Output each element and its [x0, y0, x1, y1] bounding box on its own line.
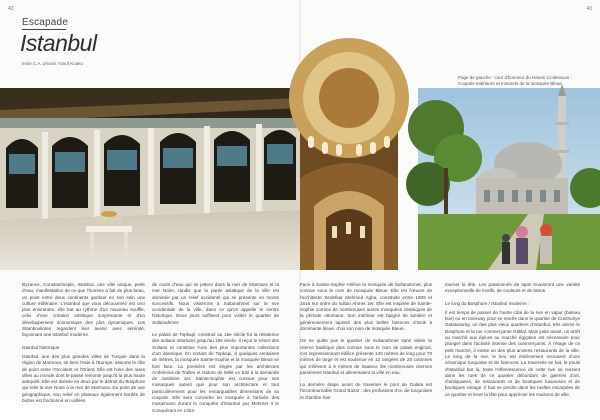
column-3-paragraph-2: On ne quitte pas le quartier de Sultanahmet sans visiter la citerne basilique plus connue sous le nom de palais englouti. Cet impressionnant édifice présente 140 mètres de long pour 70 mètres de large et est soutenue en 12 rangées de 28 colonnes qui s'élèvent à 9 mètres de hauteur. De nombreuses citernes parsèment Istanbul et alimentaient la ville en eau. — [300, 338, 432, 375]
column-2-paragraph-2: Le palais de Topkapi, construit au 15e siècle fut la résidence des sultans ottomans jusqu'au 19e siècle. Il reçut le trésor des Sultans et constitue l'une des plus importantes collections d'art islamique. En sortant de Topkapi, à quelques centaines de mètres, la mosquée Sainte-Sophie et la mosquée Bleue se font face. La première est érigée par les architectes Anthémios de Tralles et Isidore de Milet en 532 à la demande de Justinien 1er. Sainte-Sophie est connue pour ses mosaïques autant que pour son architecture et tout particulièrement pour les remarquables dimensions de sa coupole. Elle sera convertie en mosquée à l'arrivée des musulmans durant la conquête d'Istanbul par Mehmet II le Conquérant en 1453. — [152, 332, 279, 413]
dome-interior-photo — [300, 88, 398, 270]
article-credit: texte C.A. photos Yusuf Kuaku — [22, 61, 83, 66]
section-kicker: Escapade — [22, 17, 69, 28]
column-3-paragraph-1: Face à Sainte-Sophie s'élève la mosquée de Sultanahmet, plus connue sous le nom de mosquée Bleue. Elle est l'œuvre de l'architecte Sedefkar Mehmed Agha, construite entre 1609 et 1616 sur ordre du sultan Ahmet 1er. Elle est inspirée de Sainte-Sophie comme de nombreuses autres mosquées classiques de la période ottomane. Son intérieur est baigné de lumière et généreusement tapissé des plus belles faïences d'Iznik à dominante bleue, d'où son nom de mosquée Bleue. — [300, 282, 432, 332]
blue-mosque-photo — [418, 88, 600, 270]
article-column-3 — [300, 282, 432, 407]
column-4-paragraph-1: tourner la tête. Les passionnés de tapis trouveront une variété exceptionnelle de motifs, de couleurs et de tissus. — [445, 282, 580, 294]
article-title: Istanbul — [20, 30, 97, 56]
article-column-4 — [445, 282, 580, 404]
column-2-paragraph-1: de cours d'eau qui se jettent dans la mer de Marmara et la mer Noire, tandis que la partie asiatique de la ville est dominée par un relief accidenté qui se présente en monts successifs. Nous visiterons à Sultanahmet sur la rive occidentale de la ville, dans ce qu'on appelle le centre historique. Deux jours suffisent pour visiter le quartier de Sultanahmet. — [152, 282, 279, 325]
photo-caption: Page de gauche : cour d'honneur du Harem Ci-dessous : Coupole intérieure et minarets de la mosquée Bleue — [458, 75, 572, 86]
column-3-paragraph-3: La dernière étape avant de traverser le pont de Galata est l'incontournable Grand Bazar : des profusions d'or, de turquoises et d'ambre font — [300, 382, 432, 400]
harem-courtyard-photo — [0, 88, 300, 270]
column-1-paragraph-1: Byzance, Constantinople, Istanbul, une ville unique, perle d'eau, manifestation de ce que l'homme a fait de plus beau, un point entre deux continents gardant en son sein une culture millénaire. L'Istanbul que vous découvrirez est ceci plus enivrantes, elle bat au rythme d'un nouveau souffle, celui d'une création artistique surprenante et d'un développement économique des plus dynamiques. Les Stambouliotes regardent leur avenir avec sérénité, façonnant une Istanbul moderne. — [22, 282, 145, 338]
column-1-paragraph-2: Istanbul, une des plus grandes villes de Turquie dans la région de Marmara, se tient l'Asie à l'Europe, assume le rôle de point entre l'Occident et l'Orient. Elle est l'une des rares villes au monde dont le passé remonte jusqu'à la plus haute antiquité. Elle est divisée en deux par le détroit du Bosphore qui relie la mer Noire à la mer de Marmara. Du point de vue géographique, son relief en plateaux également bordés de buttes est fractionné en vallées — [22, 353, 145, 404]
column-1-subheading: Istanbul historique — [22, 344, 60, 350]
article-column-1 — [22, 282, 145, 410]
page-number-left: 42 — [8, 6, 14, 12]
page-number-right: 43 — [586, 6, 592, 12]
column-4-paragraph-2: Il est temps de passer de l'autre côté de la rive en vapur (bateau bus) ou en tramway pour se rendre dans le quartier de Cumhuriye Galatasaray, un des plus vieux quartiers d'Istanbul, très animé le Bosphore et la rue commerçante Istiklal. Mais juste avant, un arrêt au marché aux épices au marché égyptien est nécessaire pour plonger dans l'activité intense des commerçants. À l'étage de ce petit marché, il existe un des plus anciens restaurants de la ville. Le long de la rive, le lieu est entièrement recouvert d'une céramique turquoise et de faïences. La traversée se fait, le pouls d'Istanbul bat là, toute l'effervescence de cette rive se ressent dans les rues de ce quartier débordant de galeries d'art, d'antiquaires, de restaurants et de boutiques luxueuses et de boutiques vintage. Il faut se perdre dans les ruelles escarpées de ce quartier et lever la tête pour apprécier les maisons de ville. — [445, 309, 580, 397]
column-4-subheading: Le long du Bosphore / Istanbul moderne : — [445, 300, 530, 306]
article-column-2 — [152, 282, 279, 420]
